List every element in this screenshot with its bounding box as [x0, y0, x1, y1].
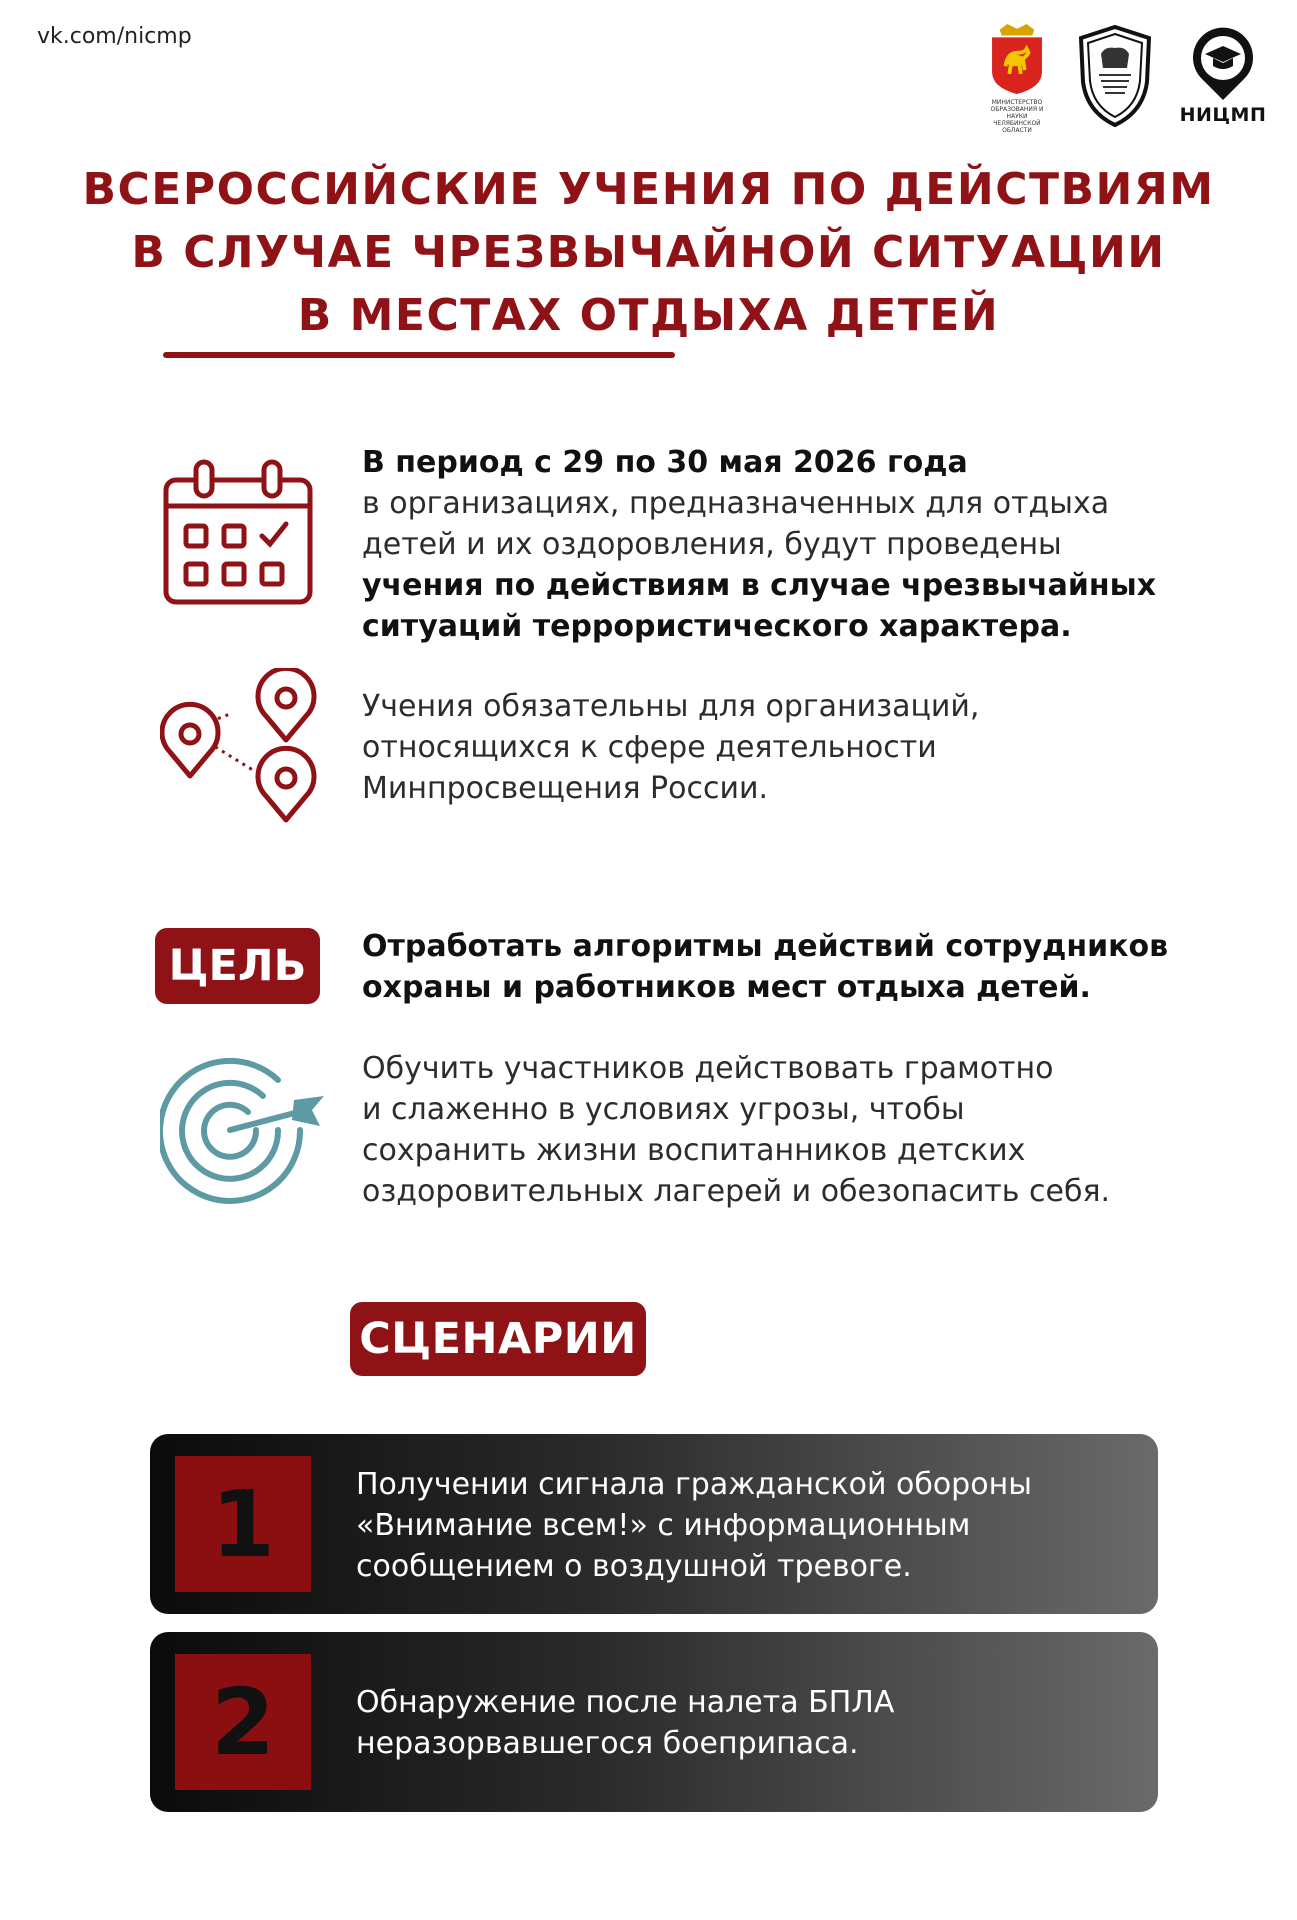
title-underline — [163, 352, 675, 358]
scenario-number: 1 — [175, 1456, 311, 1592]
mandatory-line-2: относящихся к сфере деятельности — [362, 730, 937, 765]
scenario-line: Обнаружение после налета БПЛА — [356, 1685, 895, 1720]
scenario-line: Получении сигнала гражданской обороны — [356, 1467, 1032, 1502]
coat-of-arms-icon — [987, 24, 1047, 95]
mandatory-text — [362, 686, 1262, 809]
ministry-logo — [981, 24, 1053, 134]
shield-icon — [1075, 24, 1155, 128]
goal-line-2: охраны и работников мест отдыха детей. — [362, 970, 1091, 1005]
title-line-3: В МЕСТАХ ОТДЫХА ДЕТЕЙ — [297, 290, 1000, 341]
page-title — [0, 158, 1297, 347]
training-text — [362, 1048, 1262, 1212]
scenario-line: «Внимание всем!» с информационным — [356, 1508, 971, 1543]
scenario-number: 2 — [175, 1654, 311, 1790]
title-line-1: ВСЕРОССИЙСКИЕ УЧЕНИЯ ПО ДЕЙСТВИЯМ — [82, 164, 1215, 215]
period-line-2: в организациях, предназначенных для отдыха — [362, 486, 1110, 521]
ministry-caption: МИНИСТЕРСТВО ОБРАЗОВАНИЯ И НАУКИ ЧЕЛЯБИНСКОЙ ОБЛАСТИ — [990, 99, 1044, 134]
target-icon — [160, 1050, 330, 1214]
goal-badge: ЦЕЛЬ — [155, 928, 320, 1004]
nicmp-logo — [1177, 24, 1269, 126]
training-line-3: сохранить жизни воспитанников детских — [362, 1133, 1026, 1168]
period-line-5: ситуаций террористического характера. — [362, 609, 1072, 644]
training-line-2: и слаженно в условиях угрозы, чтобы — [362, 1092, 965, 1127]
mandatory-line-3: Минпросвещения России. — [362, 771, 769, 806]
scenario-card-2 — [150, 1632, 1158, 1812]
goal-text — [362, 926, 1262, 1008]
training-line-4: оздоровительных лагерей и обезопасить себя. — [362, 1174, 1111, 1209]
commission-logo — [1075, 24, 1155, 128]
mandatory-line-1: Учения обязательны для организаций, — [362, 689, 980, 724]
scenario-line: неразорвавшегося боеприпаса. — [356, 1726, 859, 1761]
goal-line-1: Отработать алгоритмы действий сотрудников — [362, 929, 1169, 964]
source-link[interactable]: vk.com/nicmp — [37, 24, 192, 49]
logos — [981, 24, 1269, 134]
calendar-icon — [160, 458, 316, 612]
title-line-2: В СЛУЧАЕ ЧРЕЗВЫЧАЙНОЙ СИТУАЦИИ — [131, 227, 1166, 278]
scenario-line: сообщением о воздушной тревоге. — [356, 1549, 912, 1584]
period-line-1: В период с 29 по 30 мая 2026 года — [362, 445, 968, 480]
scenario-text — [356, 1682, 894, 1764]
training-line-1: Обучить участников действовать грамотно — [362, 1051, 1054, 1086]
period-line-3: детей и их оздоровления, будут проведены — [362, 527, 1062, 562]
nicmp-label: НИЦМП — [1179, 104, 1267, 126]
scenario-text — [356, 1464, 1032, 1587]
graduation-cap-pin-icon — [1189, 24, 1257, 102]
location-pins-icon — [160, 668, 320, 832]
period-line-4: учения по действиям в случае чрезвычайных — [362, 568, 1157, 603]
scenario-card-1 — [150, 1434, 1158, 1614]
scenarios-badge: СЦЕНАРИИ — [350, 1302, 646, 1376]
period-text — [362, 442, 1262, 647]
